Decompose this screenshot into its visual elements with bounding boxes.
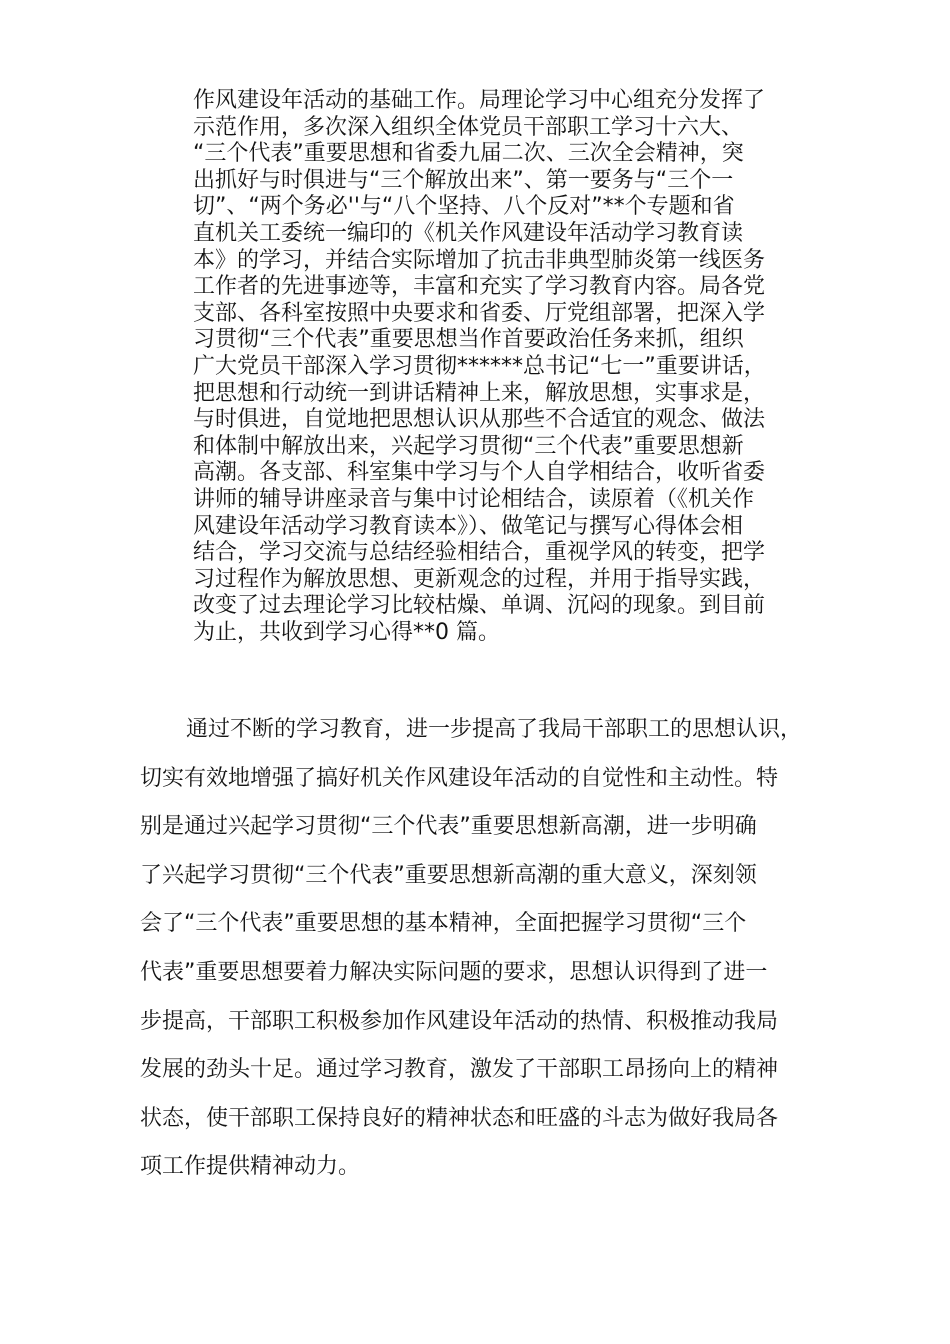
- text-line: 改变了过去理论学习比较枯燥、单调、沉闷的现象。到目前: [193, 593, 766, 619]
- text-line: “三个代表”重要思想和省委九届二次、三次全会精神，突: [193, 141, 744, 167]
- text-line: 为止，共收到学习心得**0 篇。: [193, 619, 500, 645]
- text-line: 讲师的辅导讲座录音与集中讨论相结合，读原着（《机关作: [193, 486, 755, 512]
- text-line: 示范作用，多次深入组织全体党员干部职工学习十六大、: [193, 114, 744, 140]
- text-line: 了兴起学习贯彻“三个代表”重要思想新高潮的重大意义，深刻领: [140, 862, 757, 888]
- paragraph-study-activities: [193, 88, 833, 646]
- text-line: 工作者的先进事迹等，丰富和充实了学习教育内容。局各党: [193, 274, 766, 300]
- text-line: 和体制中解放出来，兴起学习贯彻“三个代表”重要思想新: [193, 433, 744, 459]
- text-line: 别是通过兴起学习贯彻“三个代表”重要思想新高潮，进一步明确: [140, 814, 757, 840]
- text-line: 作风建设年活动的基础工作。局理论学习中心组充分发挥了: [193, 88, 766, 113]
- text-line: 切”、“两个务必''与“八个坚持、八个反对”**个专题和省: [193, 194, 735, 220]
- text-line: 代表”重要思想要着力解决实际问题的要求，思想认识得到了进一: [140, 959, 768, 985]
- paragraph-study-results: [140, 706, 840, 1192]
- text-line: 广大党员干部深入学习贯彻******总书记“七一”重要讲话，: [193, 353, 766, 379]
- text-line: 状态，使干部职工保持良好的精神状态和旺盛的斗志为做好我局各: [140, 1105, 779, 1131]
- text-line: 步提高，干部职工积极参加作风建设年活动的热情、积极推动我局: [140, 1008, 779, 1034]
- text-line: 本》的学习，并结合实际增加了抗击非典型肺炎第一线医务: [193, 247, 766, 273]
- text-line: 通过不断的学习教育，进一步提高了我局干部职工的思想认识，: [186, 717, 803, 742]
- text-line: 支部、各科室按照中央要求和省委、厅党组部署，把深入学: [193, 300, 766, 326]
- text-line: 会了“三个代表”重要思想的基本精神，全面把握学习贯彻“三个: [140, 911, 747, 937]
- text-line: 高潮。各支部、科室集中学习与个人自学相结合，收听省委: [193, 460, 766, 486]
- text-line: 习贯彻“三个代表”重要思想当作首要政治任务来抓，组织: [193, 327, 744, 353]
- text-line: 把思想和行动统一到讲话精神上来，解放思想，实事求是，: [193, 380, 766, 406]
- text-line: 习过程作为解放思想、更新观念的过程，并用于指导实践，: [193, 566, 766, 592]
- text-line: 出抓好与时俱进与“三个解放出来”、第一要务与“三个一: [193, 167, 734, 193]
- text-line: 风建设年活动学习教育读本》）、做笔记与撰写心得体会相: [193, 513, 744, 539]
- text-line: 直机关工委统一编印的《机关作风建设年活动学习教育读: [193, 220, 744, 246]
- text-line: 项工作提供精神动力。: [140, 1154, 361, 1180]
- text-line: 与时俱进，自觉地把思想认识从那些不合适宜的观念、做法: [193, 407, 766, 433]
- text-line: 切实有效地增强了搞好机关作风建设年活动的自觉性和主动性。特: [140, 765, 779, 791]
- text-line: 发展的劲头十足。通过学习教育，激发了干部职工昂扬向上的精神: [140, 1057, 779, 1083]
- text-line: 结合，学习交流与总结经验相结合，重视学风的转变，把学: [193, 540, 766, 566]
